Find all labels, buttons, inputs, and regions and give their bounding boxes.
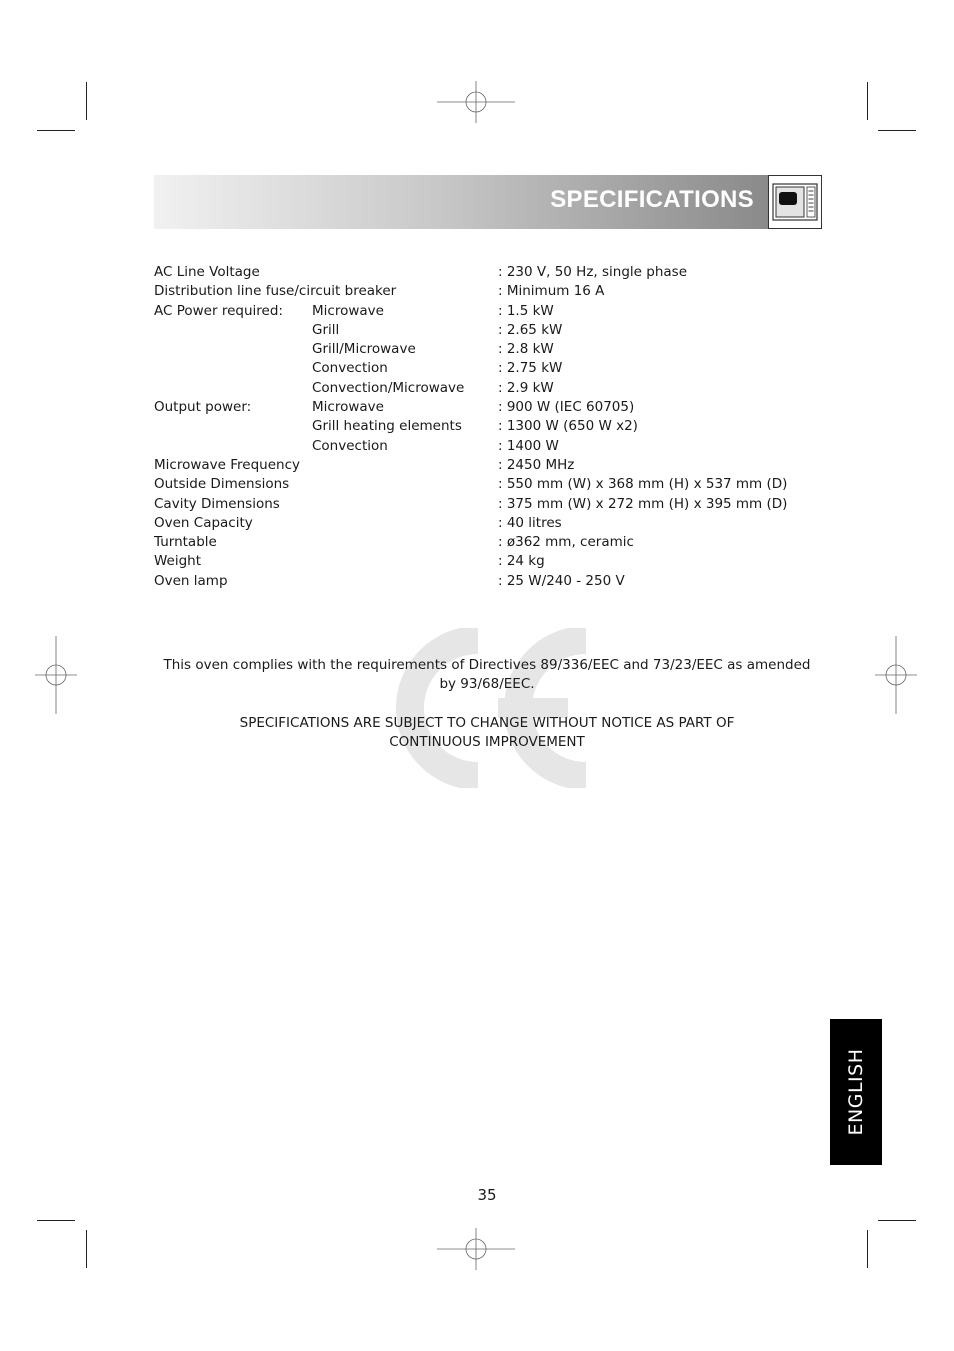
crop-mark: [37, 1220, 75, 1221]
header-banner: [154, 175, 768, 229]
spec-row: [154, 398, 814, 417]
crop-mark: [878, 130, 916, 131]
spec-value: : 2.65 kW: [498, 321, 563, 338]
spec-row: [154, 379, 814, 398]
crop-mark: [867, 82, 868, 120]
spec-label: Outside Dimensions: [154, 476, 290, 493]
spec-row: [154, 437, 814, 456]
spec-row: [154, 417, 814, 436]
registration-mark-bottom: [437, 1210, 515, 1288]
spec-sublabel: Convection: [312, 437, 388, 454]
registration-mark-left: [17, 636, 95, 714]
spec-value: : 25 W/240 - 250 V: [498, 572, 625, 589]
spec-row: [154, 475, 814, 494]
spec-value: : 40 litres: [498, 514, 562, 531]
registration-mark-top: [437, 63, 515, 141]
spec-sublabel: Convection/Microwave: [312, 379, 465, 396]
crop-mark: [37, 130, 75, 131]
crop-mark: [867, 1230, 868, 1268]
registration-mark-right: [857, 636, 935, 714]
microwave-icon: [768, 175, 822, 229]
spec-row: [154, 340, 814, 359]
spec-label: Output power:: [154, 399, 252, 416]
spec-label: Weight: [154, 553, 202, 570]
spec-value: : 2450 MHz: [498, 456, 575, 473]
language-tab: [830, 1019, 882, 1165]
spec-sublabel: Microwave: [312, 399, 384, 416]
spec-label: Turntable: [154, 534, 217, 551]
spec-sublabel: Grill: [312, 321, 340, 338]
spec-value: : 1300 W (650 W x2): [498, 418, 638, 435]
spec-value: : 1400 W: [498, 437, 559, 454]
spec-row: [154, 282, 814, 301]
spec-row: [154, 552, 814, 571]
spec-value: : 550 mm (W) x 368 mm (H) x 537 mm (D): [498, 476, 788, 493]
crop-mark: [86, 1230, 87, 1268]
page-title: SPECIFICATIONS: [550, 186, 754, 213]
spec-row: [154, 321, 814, 340]
spec-value: : 375 mm (W) x 272 mm (H) x 395 mm (D): [498, 495, 788, 512]
spec-sublabel: Microwave: [312, 302, 384, 319]
crop-mark: [878, 1220, 916, 1221]
spec-value: : 2.75 kW: [498, 360, 563, 377]
spec-row: [154, 302, 814, 321]
spec-value: : 2.9 kW: [498, 379, 554, 396]
spec-row: [154, 263, 814, 282]
language-label: ENGLISH: [845, 1048, 867, 1136]
spec-row: [154, 359, 814, 378]
spec-row: [154, 456, 814, 475]
compliance-text: This oven complies with the requirements of Directives 89/336/EEC and 73/23/EEC as amended by 93/68/EEC.: [163, 657, 811, 693]
spec-value: : 24 kg: [498, 553, 545, 570]
crop-mark: [86, 82, 87, 120]
spec-sublabel: Grill heating elements: [312, 418, 462, 435]
compliance-notice: [154, 656, 820, 771]
disclaimer-text: SPECIFICATIONS ARE SUBJECT TO CHANGE WITHOUT NOTICE AS PART OF CONTINUOUS IMPROVEMENT: [239, 714, 735, 750]
spec-label: Distribution line fuse/circuit breaker: [154, 283, 397, 300]
spec-value: : 1.5 kW: [498, 302, 554, 319]
spec-label: Cavity Dimensions: [154, 495, 280, 512]
spec-label: AC Line Voltage: [154, 264, 260, 280]
spec-row: [154, 572, 814, 591]
spec-value: : ø362 mm, ceramic: [498, 534, 634, 551]
page-number: 35: [477, 1186, 497, 1204]
spec-value: : 2.8 kW: [498, 341, 554, 358]
spec-row: [154, 495, 814, 514]
spec-label: Oven Capacity: [154, 514, 253, 531]
spec-sublabel: Convection: [312, 360, 388, 377]
specifications-table: [154, 263, 814, 591]
spec-value: : Minimum 16 A: [498, 283, 605, 300]
spec-label: Microwave Frequency: [154, 456, 300, 473]
spec-sublabel: Grill/Microwave: [312, 341, 416, 358]
spec-label: Oven lamp: [154, 572, 228, 589]
spec-label: AC Power required:: [154, 302, 283, 319]
spec-value: : 230 V, 50 Hz, single phase: [498, 264, 687, 280]
spec-row: [154, 514, 814, 533]
spec-row: [154, 533, 814, 552]
spec-value: : 900 W (IEC 60705): [498, 399, 635, 416]
